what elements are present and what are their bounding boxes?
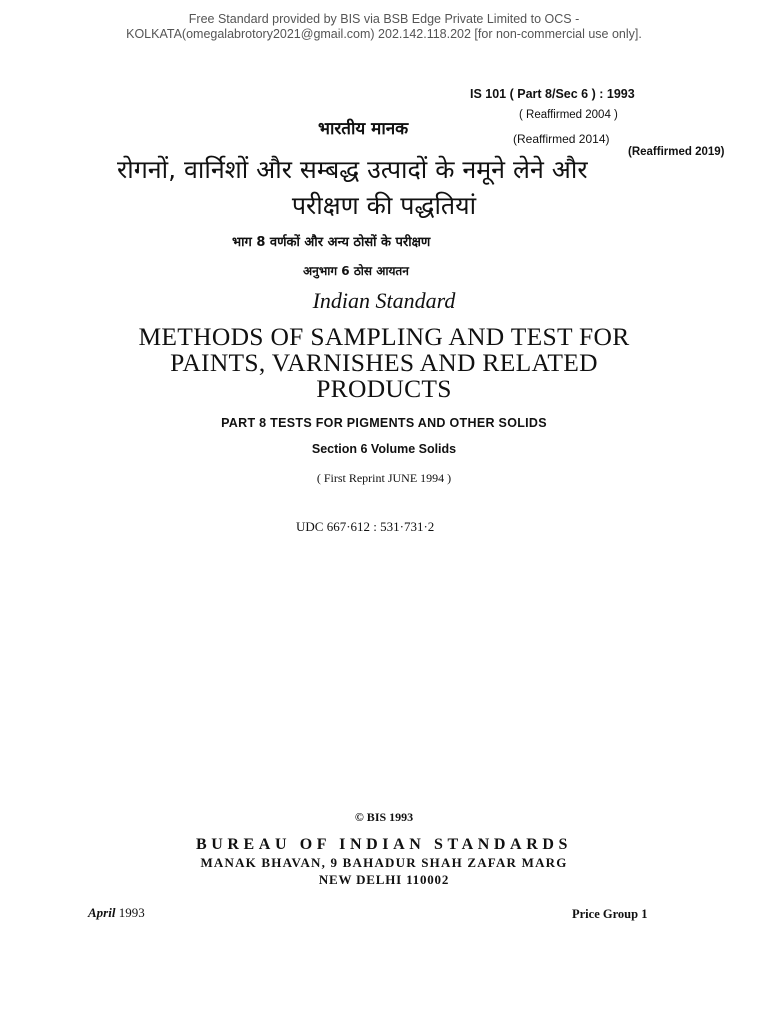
hindi-title-line-1: रोगनों, वार्निशों और सम्बद्ध उत्पादों के नमूने लेने और (117, 155, 588, 184)
title-line-1: METHODS OF SAMPLING AND TEST FOR (138, 322, 630, 351)
publisher-address-line-2: NEW DELHI 110002 (318, 872, 450, 887)
hindi-title-line-2: परीक्षण की पद्धतियां (291, 191, 477, 220)
publisher-name: BUREAU OF INDIAN STANDARDS (195, 836, 573, 853)
watermark-line-1: Free Standard provided by BIS via BSB Edge Private Limited to OCS - (188, 12, 580, 26)
publication-month: April (88, 905, 116, 920)
indian-standard-label: Indian Standard (312, 288, 456, 313)
hindi-section-heading: अनुभाग 6 ठोस आयतन (303, 264, 409, 278)
document-title (0, 324, 768, 402)
copyright-notice: © BIS 1993 (354, 810, 414, 824)
reaffirmed-2004: ( Reaffirmed 2004 ) (519, 109, 618, 121)
reaffirmed-2014: (Reaffirmed 2014) (513, 132, 610, 146)
hindi-part-heading: भाग 8 वर्णकों और अन्य ठोसों के परीक्षण (232, 235, 431, 250)
title-line-2: PAINTS, VARNISHES AND RELATED (170, 348, 598, 377)
udc-code: UDC 667·612 : 531·731·2 (296, 519, 435, 534)
price-group: Price Group 1 (572, 907, 648, 921)
publication-date (88, 905, 145, 921)
title-line-3: PRODUCTS (316, 374, 452, 403)
section-heading: Section 6 Volume Solids (311, 442, 457, 456)
reaffirmed-2019: (Reaffirmed 2019) (628, 146, 725, 158)
watermark-line-2: KOLKATA(omegalabrotory2021@gmail.com) 202.142.118.202 [for non-commercial use only]. (126, 27, 642, 41)
reprint-note: ( First Reprint JUNE 1994 ) (316, 471, 452, 485)
publication-year: 1993 (118, 905, 145, 920)
watermark-notice (0, 12, 768, 42)
standard-number: IS 101 ( Part 8/Sec 6 ) : 1993 (470, 87, 635, 101)
publisher-address-line-1: MANAK BHAVAN, 9 BAHADUR SHAH ZAFAR MARG (200, 855, 568, 870)
part-heading: PART 8 TESTS FOR PIGMENTS AND OTHER SOLIDS (221, 416, 547, 430)
hindi-standard-label: भारतीय मानक (318, 119, 409, 139)
